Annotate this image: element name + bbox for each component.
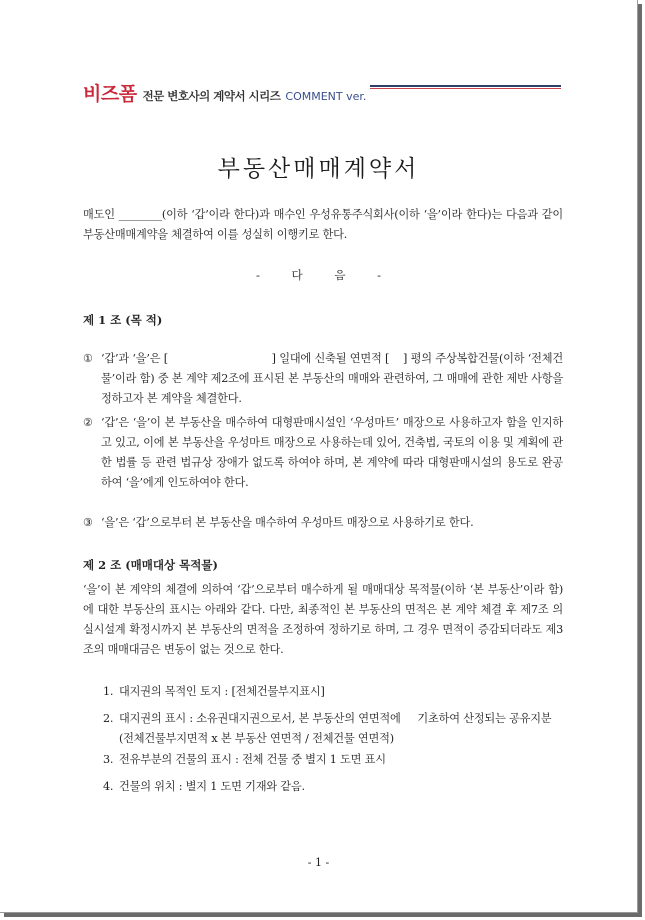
article-2-item-1 [103, 682, 563, 702]
item-text: 대지권의 목적인 토지 : [전체건물부지표시] [119, 685, 325, 698]
article-2-item-4 [103, 777, 563, 797]
article-2-item-2 [103, 709, 563, 749]
item-number: 4. [103, 780, 114, 793]
article-2-text: ‘을’이 본 계약의 체결에 의하여 ‘갑’으로부터 매수하게 될 매매대상 목적물(이하 ‘본 부동산’이라 함)에 대한 부동산의 표시는 아래와 같다. 다만, 최종적인 본 부동산의 면적은 본 계약 체결 후 제7조 의 실시설계 확정시까지 본 부동산의 면적을 조정하여 정하기로 하며, 그 경우 면적이 증감되더라도 제3조의 매매대금은 변동이 없는 것으로 한다. [83, 583, 563, 656]
item-text: ‘갑’은 ‘을’이 본 부동산을 매수하여 대형판매시설인 ‘우성마트’ 매장으로 사용하고자 함을 인지하고 있고, 이에 본 부동산을 우성마트 매장으로 사용하는데 있어, 건축법, 국토의 이용 및 계획에 관한 법률 등 관련 법규상 장애가 없도록 하여야 하며, 본 계약에 따라 대형판매시설의 용도로 완공하여 ‘을’에게 인도하여야 한다. [101, 416, 563, 489]
item-number: 3. [103, 753, 114, 766]
article-2-body [83, 580, 563, 660]
item-text: ‘갑’과 ‘을’은 [ ] 일대에 신축될 연면적 [ ] 평의 주상복합건물(이하 ‘전체건물’이라 함) 중 본 계약 제2조에 표시된 본 부동산의 매매와 관련하여, 그 매매에 관한 제반 사항을 정하고자 본 계약을 체결한다. [101, 352, 567, 405]
item-text: ‘을’은 ‘갑’으로부터 본 부동산을 매수하여 우성마트 매장으로 사용하기로 한다. [101, 516, 474, 529]
item-number: 1. [103, 685, 114, 698]
series-name: 전문 변호사의 계약서 시리즈 [142, 89, 281, 103]
article-1-item-2 [83, 413, 563, 493]
page-number: - 1 - [307, 856, 330, 869]
intro-text: 매도인 ________(이하 ‘갑’이라 한다)과 매수인 우성유통주식회사(이하 ‘을’이라 한다)는 다음과 같이 부동산매매계약을 체결하여 이를 성실히 이행키로 한다. [83, 208, 563, 241]
article-1-item-1 [83, 349, 567, 409]
item-number: ① [83, 352, 93, 365]
version-label: COMMENT ver. [285, 90, 367, 103]
center-label: - 다 음 - [256, 268, 381, 282]
intro-paragraph [83, 205, 563, 245]
item-text: 전유부분의 건물의 표시 : 전체 건물 중 별지 1 도면 표시 [119, 753, 386, 766]
article-1-item-3 [83, 513, 563, 533]
article-2-item-3 [103, 750, 563, 770]
series-header [83, 79, 370, 105]
item-number: 2. [103, 712, 114, 725]
brand-logo: 비즈폼 [83, 83, 137, 105]
item-text: 건물의 위치 : 별지 1 도면 기재와 같음. [119, 780, 305, 793]
article-1-heading: 제 1 조 (목 적) [83, 313, 163, 327]
document-title: 부동산매매계약서 [217, 156, 420, 182]
item-text: 대지권의 표시 : 소유권대지권으로서, 본 부동산의 연면적에 기초하여 산정되는 공유지분(전체건물부지면적 x 본 부동산 연면적 / 전체건물 연면적) [119, 712, 552, 745]
article-2-heading: 제 2 조 (매매대상 목적물) [83, 558, 218, 572]
item-number: ② [83, 416, 93, 429]
item-number: ③ [83, 516, 93, 529]
